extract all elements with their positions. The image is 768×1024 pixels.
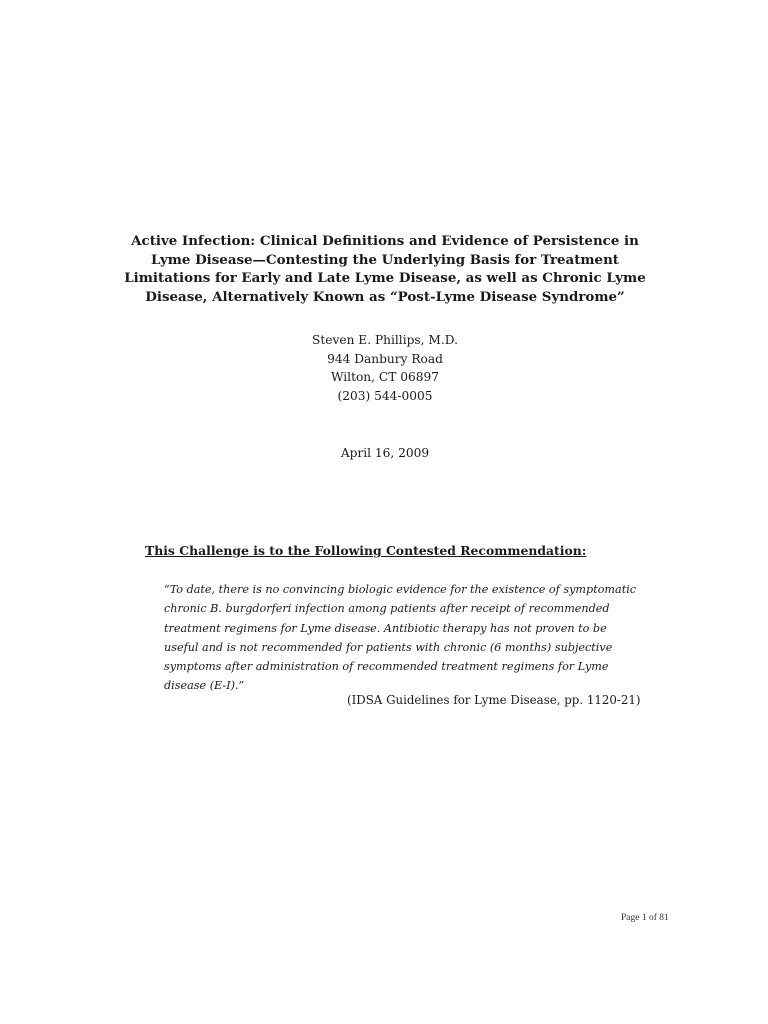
quote-line: treatment regimens for Lyme disease. Antibiotic therapy has not proven to be (164, 621, 607, 635)
author-block (235, 331, 535, 405)
quote-line: useful and is not recommended for patients with chronic (6 months) subjective (164, 640, 613, 654)
title-line: Limitations for Early and Late Lyme Disease, as well as Chronic Lyme (124, 270, 646, 286)
challenge-heading: This Challenge is to the Following Contested Recommendation: (145, 543, 587, 558)
page-number: Page 1 of 81 (621, 913, 669, 923)
quote-line: symptoms after administration of recommended treatment regimens for Lyme (164, 660, 609, 674)
quote-line: “To date, there is no convincing biologic evidence for the existence of symptomatic (164, 583, 637, 596)
document-date: April 16, 2009 (340, 446, 430, 460)
quote-line: chronic B. burgdorferi infection among patients after receipt of recommended (164, 602, 610, 616)
author-phone: (203) 544-0005 (337, 388, 433, 403)
quoted-recommendation (164, 580, 637, 696)
author-street: 944 Danbury Road (327, 351, 443, 366)
title-line: Disease, Alternatively Known as “Post-Lyme Disease Syndrome” (145, 288, 625, 305)
quote-citation: (IDSA Guidelines for Lyme Disease, pp. 1120-21) (347, 693, 641, 707)
author-name: Steven E. Phillips, M.D. (312, 333, 458, 347)
title-line: Active Infection: Clinical Definitions and Evidence of Persistence in (131, 233, 639, 249)
quote-line: disease (E-I).” (164, 679, 245, 693)
title-line: Lyme Disease—Contesting the Underlying Basis for Treatment (151, 251, 619, 268)
document-title (110, 232, 660, 306)
author-city: Wilton, CT 06897 (330, 370, 440, 384)
